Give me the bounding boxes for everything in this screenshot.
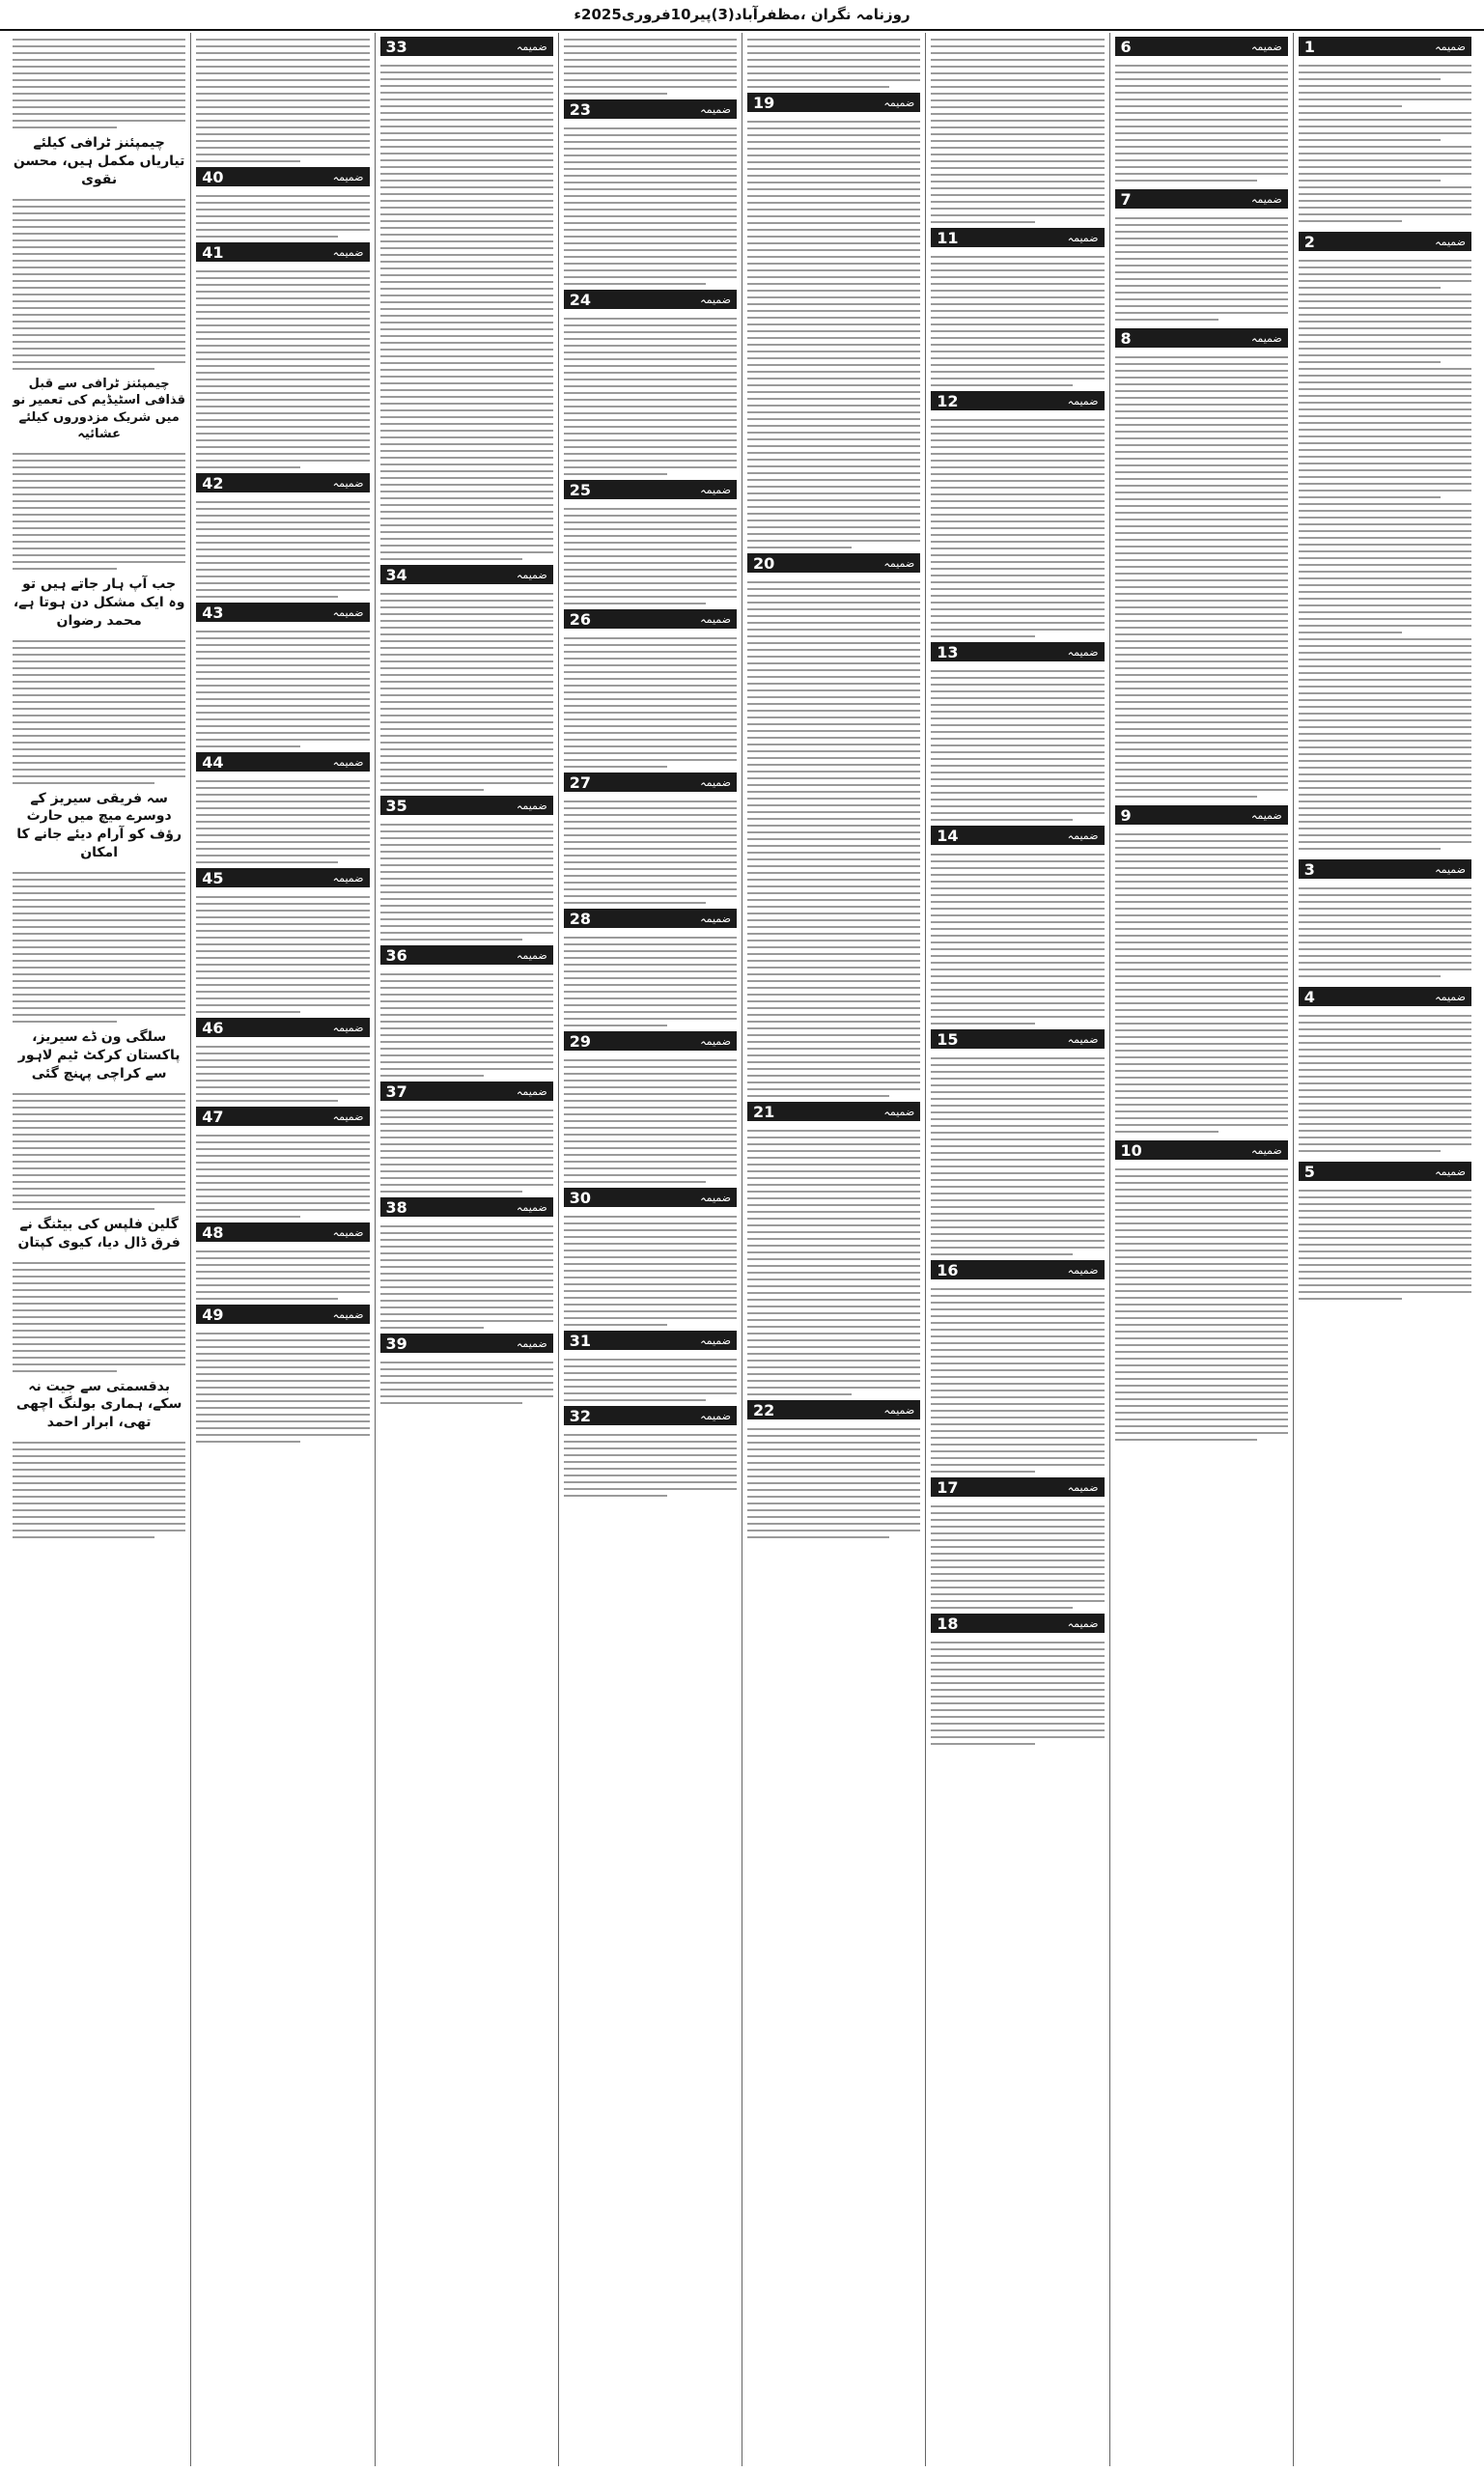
column-sports: [8, 33, 190, 2466]
box-number: 3: [1303, 859, 1315, 879]
article-text: [564, 122, 737, 285]
box-34: [380, 565, 553, 584]
column-1: [1293, 33, 1476, 2466]
headline-team-karachi: سلگی ون ڈے سیریز، پاکستان کرکٹ ٹیم لاہور سے کراچی پہنچ گئی: [17, 1029, 181, 1082]
box-number: 28: [569, 909, 592, 928]
article-text: [747, 1124, 920, 1395]
box-number: 18: [937, 1614, 959, 1633]
box-13: [931, 642, 1104, 661]
box-number: 48: [202, 1222, 224, 1242]
box-number: 17: [937, 1477, 959, 1497]
box-1: [1299, 37, 1471, 56]
box-label: ضمیمہ: [1435, 1165, 1466, 1178]
box-9: [1115, 805, 1288, 825]
box-number: 49: [202, 1305, 224, 1324]
box-number: 6: [1120, 37, 1132, 56]
article-text: [931, 848, 1104, 1025]
box-number: 13: [937, 642, 959, 661]
box-label: ضمیمہ: [1250, 331, 1282, 345]
article-text: [931, 1636, 1104, 1745]
box-49: [196, 1305, 369, 1324]
box-number: 15: [937, 1029, 959, 1049]
box-31: [564, 1331, 737, 1350]
article-text: [564, 502, 737, 604]
article-text: [196, 189, 369, 238]
article-text: [564, 312, 737, 475]
columns: [8, 33, 1476, 2466]
box-label: ضمیمہ: [700, 1409, 731, 1422]
article-text: [196, 1129, 369, 1218]
article-text: [564, 795, 737, 904]
box-label: ضمیمہ: [700, 483, 731, 496]
box-46: [196, 1018, 369, 1037]
box-21: [747, 1102, 920, 1121]
article-text: [380, 587, 553, 791]
article-text: [931, 664, 1104, 821]
box-29: [564, 1031, 737, 1051]
box-2: [1299, 232, 1471, 251]
box-18: [931, 1614, 1104, 1633]
box-label: ضمیمہ: [1067, 1480, 1099, 1494]
box-43: [196, 603, 369, 622]
box-number: 44: [202, 752, 224, 772]
box-label: ضمیمہ: [700, 1191, 731, 1204]
column-4: [742, 33, 925, 2466]
article-text: [13, 193, 185, 370]
column-2: [1109, 33, 1293, 2466]
box-number: 7: [1120, 189, 1132, 209]
box-label: ضمیمہ: [1250, 1143, 1282, 1157]
article-text: [931, 1500, 1104, 1609]
box-38: [380, 1197, 553, 1217]
column-6: [375, 33, 558, 2466]
box-number: 9: [1120, 805, 1132, 825]
article-text: [1115, 828, 1288, 1133]
article-text: [380, 1356, 553, 1404]
article-text: [564, 931, 737, 1026]
article-text: [1299, 254, 1471, 850]
box-number: 10: [1120, 1140, 1142, 1160]
box-number: 37: [385, 1082, 407, 1101]
headline-champions-trophy: چیمپئنز ٹرافی کیلئے تیاریاں مکمل ہیں، محسن نقوی: [13, 135, 185, 187]
box-17: [931, 1477, 1104, 1497]
article-text: [13, 1256, 185, 1372]
headline-tri-series: سہ فریقی سیریز کے دوسرے میچ میں حارث رؤف کو آرام دیئے جانے کا امکان: [16, 790, 182, 861]
article-text: [1299, 1184, 1471, 1300]
box-label: ضمیمہ: [1067, 394, 1099, 407]
box-number: 33: [385, 37, 407, 56]
box-23: [564, 99, 737, 119]
box-number: 11: [937, 228, 959, 247]
box-41: [196, 242, 369, 262]
article-text: [1115, 59, 1288, 182]
box-number: 42: [202, 473, 224, 492]
box-label: ضمیمہ: [332, 1021, 364, 1034]
box-label: ضمیمہ: [1067, 1616, 1099, 1630]
box-15: [931, 1029, 1104, 1049]
box-6: [1115, 37, 1288, 56]
masthead: [0, 0, 1484, 31]
article-text: [564, 1428, 737, 1497]
box-label: ضمیمہ: [1435, 862, 1466, 876]
article-text: [564, 1053, 737, 1183]
box-44: [196, 752, 369, 772]
box-label: ضمیمہ: [516, 40, 547, 53]
box-label: ضمیمہ: [700, 293, 731, 306]
column-5: [558, 33, 742, 2466]
box-28: [564, 909, 737, 928]
box-label: ضمیمہ: [332, 476, 364, 490]
article-text: [380, 968, 553, 1077]
box-label: ضمیمہ: [883, 1403, 915, 1417]
box-number: 8: [1120, 328, 1132, 348]
box-number: 40: [202, 167, 224, 186]
box-label: ضمیمہ: [516, 799, 547, 812]
box-39: [380, 1334, 553, 1353]
box-number: 38: [385, 1197, 407, 1217]
box-30: [564, 1188, 737, 1207]
box-number: 14: [937, 826, 959, 845]
box-number: 16: [937, 1260, 959, 1279]
box-label: ضمیمہ: [516, 1084, 547, 1098]
article-text: [1299, 1009, 1471, 1152]
article-text: [380, 1220, 553, 1329]
article-text: [564, 1353, 737, 1401]
box-label: ضمیمہ: [1067, 829, 1099, 842]
article-text: [931, 250, 1104, 386]
article-text: [747, 115, 920, 548]
box-label: ضمیمہ: [700, 1034, 731, 1048]
box-33: [380, 37, 553, 56]
box-label: ضمیمہ: [1067, 1263, 1099, 1277]
article-text: [196, 1327, 369, 1443]
box-number: 29: [569, 1031, 592, 1051]
article-text: [13, 1087, 185, 1210]
box-7: [1115, 189, 1288, 209]
box-number: 1: [1303, 37, 1315, 56]
article-text: [1299, 882, 1471, 977]
article-text: [196, 890, 369, 1013]
article-text: [13, 634, 185, 784]
box-number: 47: [202, 1107, 224, 1126]
box-label: ضمیمہ: [332, 170, 364, 183]
headline-rizwan: جب آپ ہار جاتے ہیں تو وہ ایک مشکل دن ہوتا ہے، محمد رضوان: [13, 576, 185, 629]
article-text: [13, 866, 185, 1023]
box-label: ضمیمہ: [332, 1110, 364, 1123]
box-48: [196, 1222, 369, 1242]
article-text: [747, 33, 920, 88]
box-11: [931, 228, 1104, 247]
box-26: [564, 609, 737, 629]
box-16: [931, 1260, 1104, 1279]
box-number: 30: [569, 1188, 592, 1207]
box-number: 43: [202, 603, 224, 622]
article-text: [1115, 351, 1288, 798]
box-label: ضمیمہ: [332, 605, 364, 619]
box-label: ضمیمہ: [1435, 990, 1466, 1003]
article-text: [196, 33, 369, 162]
box-label: ضمیمہ: [332, 871, 364, 885]
box-number: 27: [569, 772, 592, 792]
article-text: [1115, 1163, 1288, 1441]
article-text: [13, 1436, 185, 1538]
box-12: [931, 391, 1104, 410]
box-45: [196, 868, 369, 887]
box-27: [564, 772, 737, 792]
article-text: [747, 576, 920, 1097]
article-text: [380, 818, 553, 941]
box-label: ضمیمہ: [516, 1336, 547, 1350]
box-number: 45: [202, 868, 224, 887]
article-text: [196, 774, 369, 863]
box-number: 41: [202, 242, 224, 262]
box-number: 12: [937, 391, 959, 410]
box-number: 22: [753, 1400, 775, 1419]
box-number: 5: [1303, 1162, 1315, 1181]
box-label: ضمیمہ: [1250, 808, 1282, 822]
article-text: [196, 625, 369, 747]
box-number: 24: [569, 290, 592, 309]
box-label: ضمیمہ: [1250, 40, 1282, 53]
box-number: 25: [569, 480, 592, 499]
article-text: [13, 33, 185, 128]
box-label: ضمیمہ: [700, 912, 731, 925]
article-text: [380, 1104, 553, 1193]
box-label: ضمیمہ: [700, 102, 731, 116]
box-number: 2: [1303, 232, 1315, 251]
box-number: 21: [753, 1102, 775, 1121]
box-3: [1299, 859, 1471, 879]
article-text: [931, 1282, 1104, 1473]
box-label: ضمیمہ: [700, 775, 731, 789]
box-14: [931, 826, 1104, 845]
box-label: ضمیمہ: [883, 556, 915, 570]
box-label: ضمیمہ: [332, 755, 364, 769]
box-number: 36: [385, 945, 407, 965]
box-20: [747, 553, 920, 573]
box-36: [380, 945, 553, 965]
box-label: ضمیمہ: [700, 612, 731, 626]
article-text: [196, 495, 369, 598]
box-label: ضمیمہ: [516, 1200, 547, 1214]
box-label: ضمیمہ: [883, 1105, 915, 1118]
box-number: 46: [202, 1018, 224, 1037]
box-label: ضمیمہ: [516, 948, 547, 962]
column-7: [190, 33, 374, 2466]
box-19: [747, 93, 920, 112]
box-label: ضمیمہ: [332, 245, 364, 259]
headline-glenn-phillips: گلین فلپس کی بیٹنگ نے فرق ڈال دیا، کیوی کپتان: [17, 1216, 181, 1250]
box-22: [747, 1400, 920, 1419]
box-number: 4: [1303, 987, 1315, 1006]
box-label: ضمیمہ: [332, 1307, 364, 1321]
column-3: [925, 33, 1108, 2466]
date-line: روزنامہ نگران ،مظفرآباد(3)پیر10فروری2025ء: [574, 6, 910, 23]
article-text: [196, 1040, 369, 1102]
article-text: [13, 447, 185, 570]
box-label: ضمیمہ: [1067, 1032, 1099, 1046]
article-text: [1115, 211, 1288, 321]
box-label: ضمیمہ: [1067, 645, 1099, 659]
article-text: [931, 1052, 1104, 1255]
box-4: [1299, 987, 1471, 1006]
box-label: ضمیمہ: [332, 1225, 364, 1239]
article-text: [380, 59, 553, 560]
box-number: 34: [385, 565, 407, 584]
box-number: 19: [753, 93, 775, 112]
box-40: [196, 167, 369, 186]
box-35: [380, 796, 553, 815]
article-text: [196, 265, 369, 468]
box-number: 32: [569, 1406, 592, 1425]
box-label: ضمیمہ: [1435, 40, 1466, 53]
box-label: ضمیمہ: [1250, 192, 1282, 206]
box-label: ضمیمہ: [700, 1334, 731, 1347]
headline-abrar-ahmed: بدقسمتی سے جیت نہ سکے، ہماری بولنگ اچھی تھی، ابرار احمد: [15, 1378, 182, 1431]
article-text: [564, 33, 737, 95]
box-number: 35: [385, 796, 407, 815]
box-32: [564, 1406, 737, 1425]
article-text: [931, 413, 1104, 637]
article-text: [564, 632, 737, 768]
box-label: ضمیمہ: [1067, 231, 1099, 244]
box-label: ضمیمہ: [516, 568, 547, 581]
box-24: [564, 290, 737, 309]
box-37: [380, 1082, 553, 1101]
article-text: [196, 1245, 369, 1300]
box-number: 20: [753, 553, 775, 573]
article-text: [564, 1210, 737, 1326]
box-number: 31: [569, 1331, 592, 1350]
box-label: ضمیمہ: [883, 96, 915, 109]
box-10: [1115, 1140, 1288, 1160]
box-label: ضمیمہ: [1435, 235, 1466, 248]
box-number: 39: [385, 1334, 407, 1353]
article-text: [931, 33, 1104, 223]
box-number: 26: [569, 609, 592, 629]
box-number: 23: [569, 99, 592, 119]
box-5: [1299, 1162, 1471, 1181]
headline-gaddafi-stadium: چیمپئنز ٹرافی سے قبل قذافی اسٹیڈیم کی تعمیر نو میں شریک مزدوروں کیلئے عشائیہ: [13, 376, 185, 442]
box-8: [1115, 328, 1288, 348]
box-47: [196, 1107, 369, 1126]
box-25: [564, 480, 737, 499]
box-42: [196, 473, 369, 492]
article-text: [1299, 59, 1471, 222]
article-text: [747, 1422, 920, 1538]
